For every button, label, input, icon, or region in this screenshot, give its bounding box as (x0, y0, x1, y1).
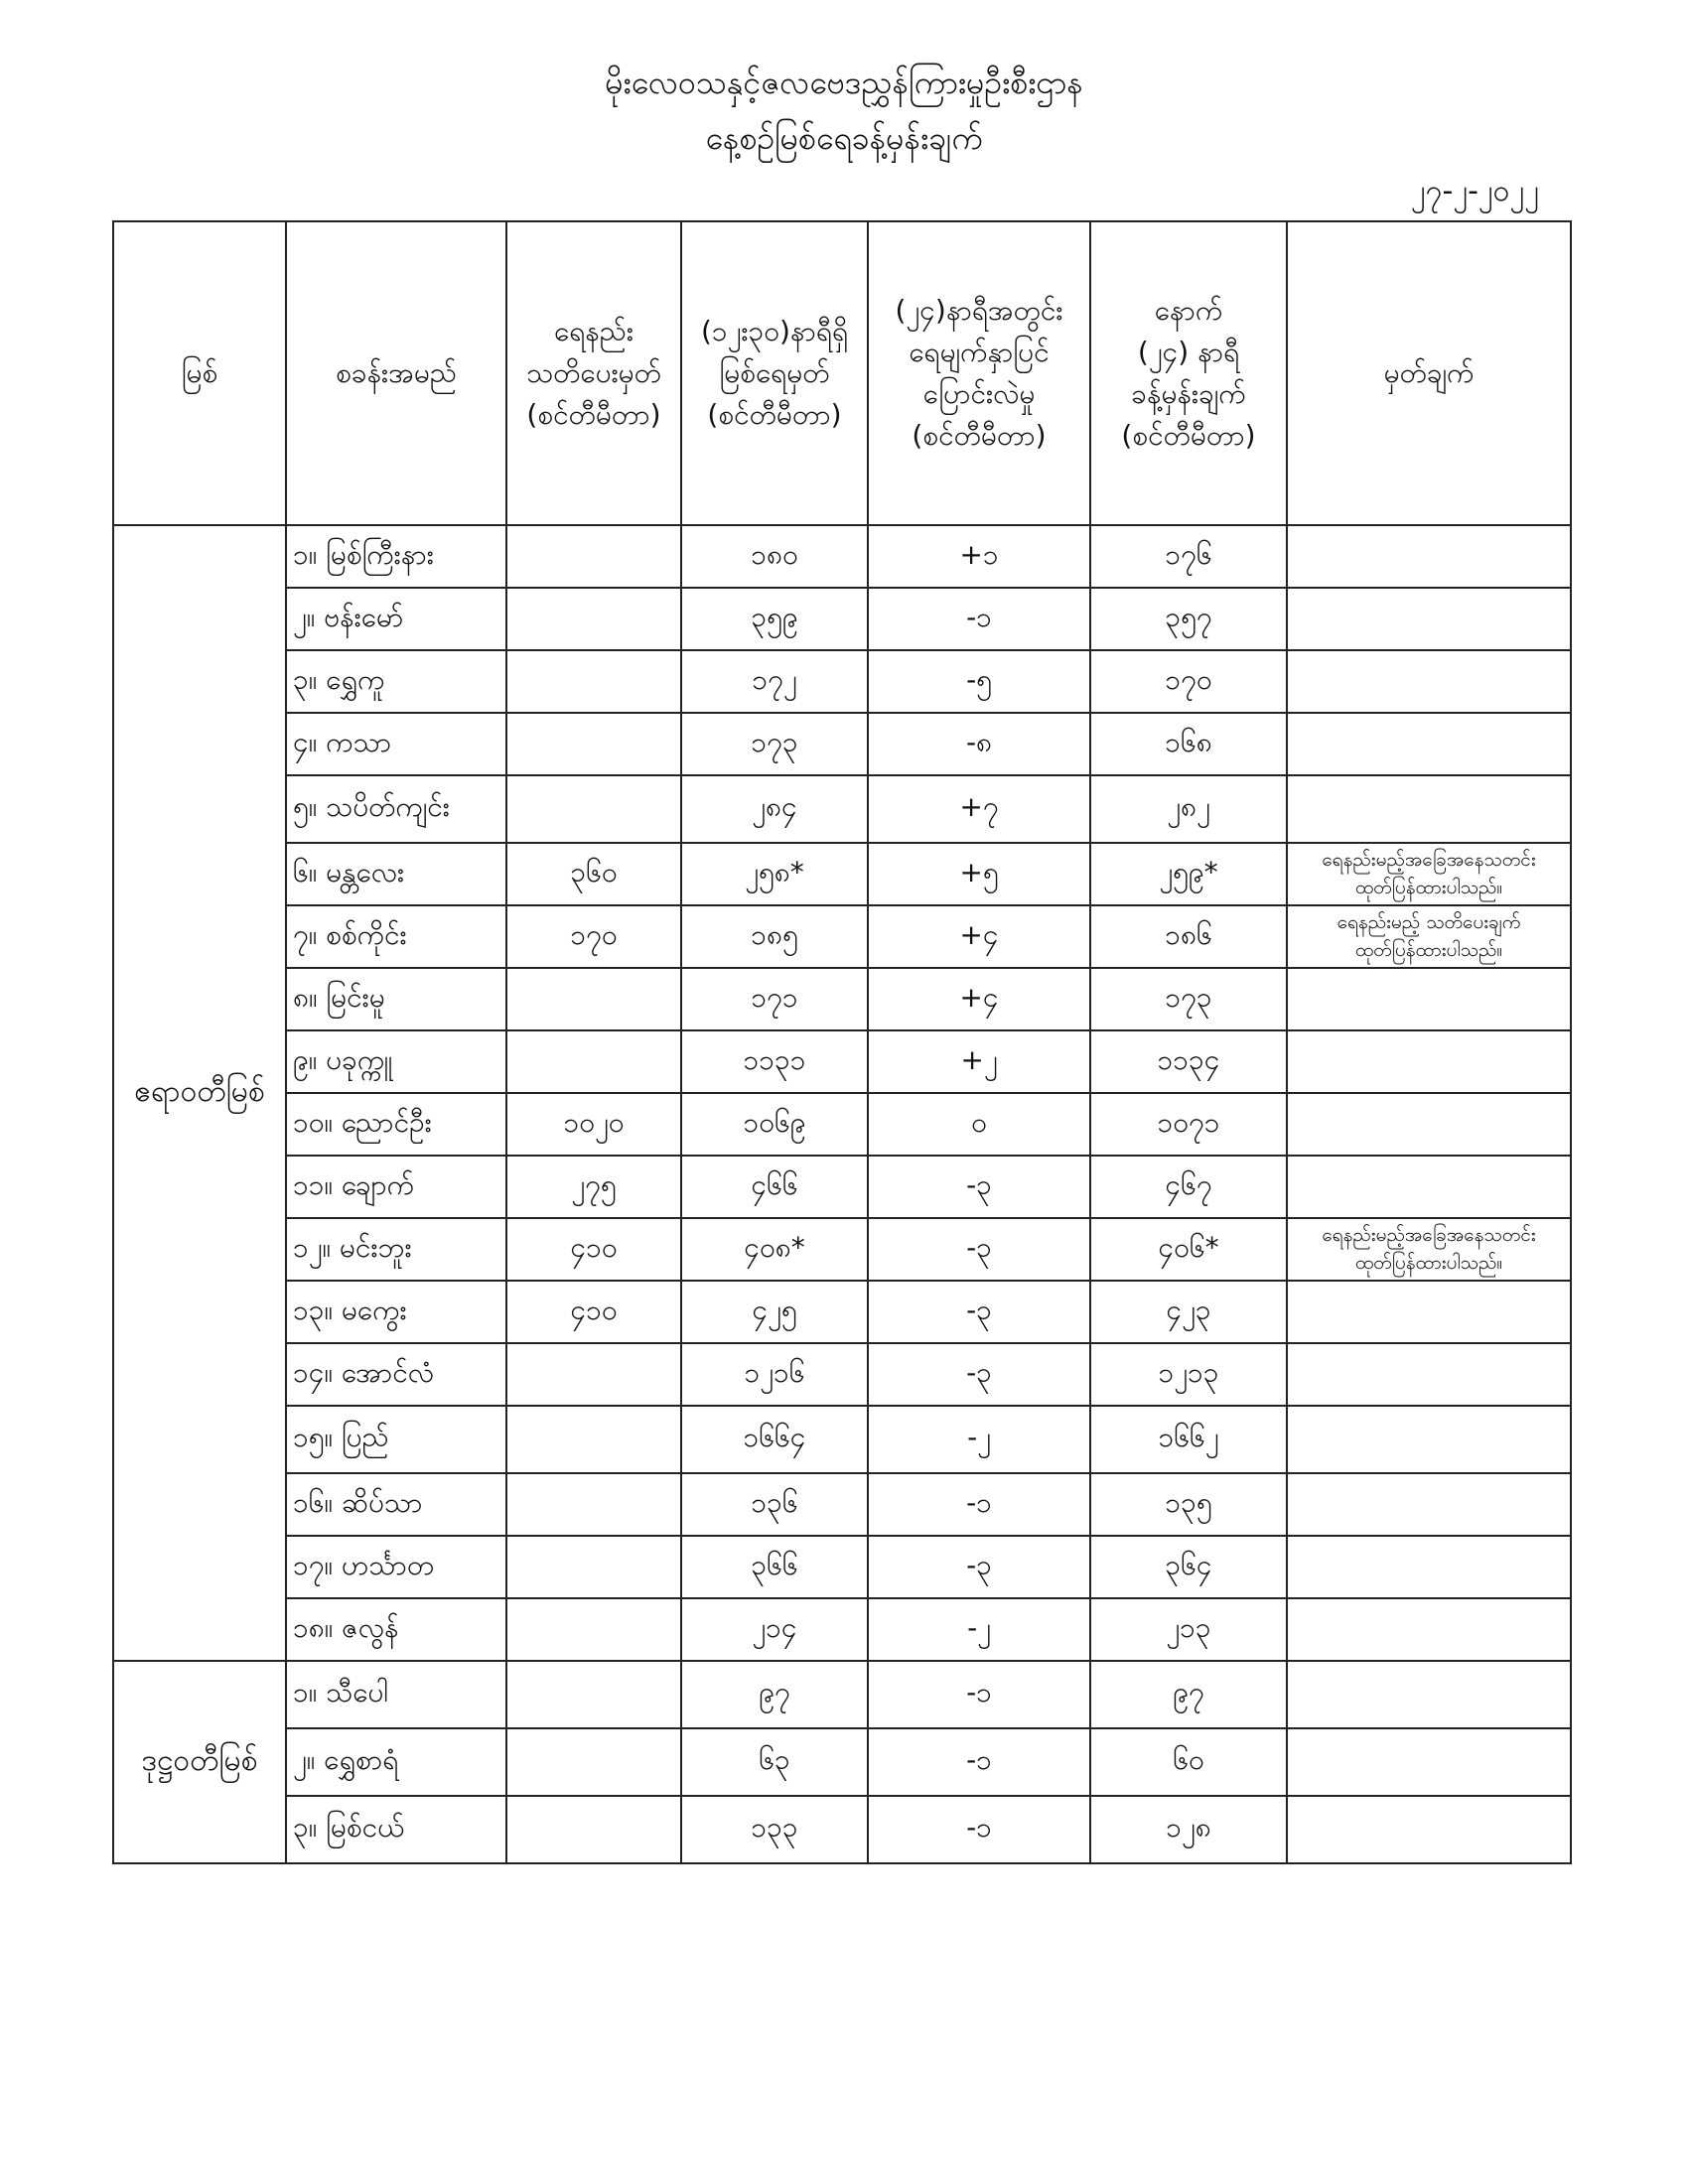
table-row (113, 905, 1571, 968)
water-level-cell: ၃၅၉ (681, 588, 868, 650)
station-name-cell: ၁၃။ မကွေး (286, 1281, 506, 1343)
station-name-cell: ၁၁။ ချောက် (286, 1156, 506, 1218)
water-level-cell: ၂၁၄ (681, 1598, 868, 1661)
forecast-cell: ၄၂၃ (1090, 1281, 1287, 1343)
change-cell: -၃ (868, 1536, 1090, 1598)
warning-level-cell (506, 525, 681, 588)
water-level-cell: ၁၁၃၁ (681, 1030, 868, 1093)
warning-level-cell (506, 1796, 681, 1863)
header-line: မြစ် (181, 356, 218, 389)
water-level-cell: ၁၇၃ (681, 713, 868, 775)
forecast-cell: ၁၂၁၃ (1090, 1343, 1287, 1406)
change-cell: -၁ (868, 1473, 1090, 1536)
header-forecast (1090, 221, 1287, 525)
remark-cell (1287, 1281, 1571, 1343)
water-level-cell: ၁၃၃ (681, 1796, 868, 1863)
warning-level-cell (506, 1661, 681, 1728)
forecast-cell: ၂၈၂ (1090, 775, 1287, 843)
page-title: မိုးလေဝသနှင့်ဇလဗေဒညွှန်ကြားမှုဦးစီးဌာန (605, 64, 1083, 101)
remark-cell (1287, 1536, 1571, 1598)
station-name-cell: ၁၄။ အောင်လံ (286, 1343, 506, 1406)
remark-cell (1287, 1598, 1571, 1661)
warning-level-cell (506, 1728, 681, 1796)
table-body (113, 525, 1571, 1863)
remark-cell (1287, 968, 1571, 1030)
remark-cell (1287, 1406, 1571, 1473)
warning-level-cell (506, 1030, 681, 1093)
header-24h-change (868, 221, 1090, 525)
station-name-cell: ၁။ မြစ်ကြီးနား (286, 525, 506, 588)
table-row (113, 1728, 1571, 1796)
station-name-cell: ၄။ ကသာ (286, 713, 506, 775)
warning-level-cell (506, 1473, 681, 1536)
table-row (113, 1598, 1571, 1661)
warning-level-cell (506, 1343, 681, 1406)
header-station (286, 221, 506, 525)
warning-level-cell: ၃၆၀ (506, 843, 681, 905)
change-cell: -၁ (868, 588, 1090, 650)
header-river (113, 221, 286, 525)
table-row (113, 1281, 1571, 1343)
water-level-cell: ၁၂၁၆ (681, 1343, 868, 1406)
page-subtitle: နေ့စဉ်မြစ်ရေခန့်မှန်းချက် (705, 119, 983, 157)
remark-cell (1287, 1218, 1571, 1281)
remark-cell (1287, 843, 1571, 905)
header-line: သတိပေးမှတ် (526, 356, 661, 389)
warning-level-cell (506, 1406, 681, 1473)
change-cell: -၃ (868, 1281, 1090, 1343)
station-name-cell: ၁၈။ ဇလွန် (286, 1598, 506, 1661)
change-cell: ၀ (868, 1093, 1090, 1156)
warning-level-cell (506, 650, 681, 713)
water-level-cell: ၁၈၀ (681, 525, 868, 588)
forecast-cell: ၂၁၃ (1090, 1598, 1287, 1661)
remark-cell (1287, 1661, 1571, 1728)
forecast-cell: ၁၆၆၂ (1090, 1406, 1287, 1473)
header-line: (၂၄)နာရီအတွင်း (895, 294, 1063, 327)
station-name-cell: ၁၅။ ပြည် (286, 1406, 506, 1473)
water-level-cell: ၁၃၆ (681, 1473, 868, 1536)
header-line: (၁၂း၃၀)နာရီရှိ (700, 315, 849, 347)
table-row (113, 1093, 1571, 1156)
header-line: မှတ်ချက် (1383, 356, 1475, 389)
water-level-cell: ၉၇ (681, 1661, 868, 1728)
forecast-cell: ၁၁၃၄ (1090, 1030, 1287, 1093)
table-row (113, 1343, 1571, 1406)
warning-level-cell (506, 1598, 681, 1661)
change-cell: -၈ (868, 713, 1090, 775)
header-warning-level (506, 221, 681, 525)
station-name-cell: ၆။ မန္တလေး (286, 843, 506, 905)
header-line: (၂၄) နာရီ (1137, 336, 1240, 368)
table-row (113, 1536, 1571, 1598)
remark-cell (1287, 525, 1571, 588)
remark-cell (1287, 1728, 1571, 1796)
forecast-cell: ၁၇၆ (1090, 525, 1287, 588)
water-level-cell: ၄၂၅ (681, 1281, 868, 1343)
change-cell: -၅ (868, 650, 1090, 713)
header-line: မြစ်ရေမှတ် (719, 356, 830, 389)
header-line: (စင်တီမီတာ) (912, 419, 1047, 452)
remark-cell (1287, 1030, 1571, 1093)
remark-line: ထုတ်ပြန်ထားပါသည်။ (1354, 938, 1503, 961)
station-name-cell: ၁၆။ ဆိပ်သာ (286, 1473, 506, 1536)
change-cell: -၁ (868, 1728, 1090, 1796)
warning-level-cell: ၂၇၅ (506, 1156, 681, 1218)
warning-level-cell (506, 968, 681, 1030)
table-row (113, 588, 1571, 650)
remark-cell (1287, 1796, 1571, 1863)
warning-level-cell: ၄၁၀ (506, 1218, 681, 1281)
forecast-cell: ၂၅၉* (1090, 843, 1287, 905)
change-cell: +၇ (868, 775, 1090, 843)
table-row (113, 1473, 1571, 1536)
forecast-cell: ၁၆၈ (1090, 713, 1287, 775)
water-level-cell: ၂၈၄ (681, 775, 868, 843)
table-header-row (113, 221, 1571, 525)
remark-cell (1287, 650, 1571, 713)
station-name-cell: ၂။ ရွှေစာရံ (286, 1728, 506, 1796)
warning-level-cell: ၄၁၀ (506, 1281, 681, 1343)
remark-cell (1287, 713, 1571, 775)
water-level-cell: ၁၇၁ (681, 968, 868, 1030)
water-level-cell: ၁၆၆၄ (681, 1406, 868, 1473)
change-cell: +၁ (868, 525, 1090, 588)
river-forecast-table (112, 220, 1572, 1864)
header-remarks (1287, 221, 1571, 525)
remark-line: ထုတ်ပြန်ထားပါသည်။ (1354, 876, 1503, 898)
table-row (113, 713, 1571, 775)
station-name-cell: ၁၂။ မင်းဘူး (286, 1218, 506, 1281)
header-line: စခန်းအမည် (336, 356, 457, 389)
station-name-cell: ၇။ စစ်ကိုင်း (286, 905, 506, 968)
warning-level-cell: ၁၇၀ (506, 905, 681, 968)
table-row (113, 650, 1571, 713)
change-cell: -၃ (868, 1343, 1090, 1406)
remark-cell (1287, 588, 1571, 650)
report-date: ၂၇-၂-၂၀၂၂ (1410, 174, 1539, 208)
change-cell: -၃ (868, 1156, 1090, 1218)
change-cell: -၂ (868, 1598, 1090, 1661)
remark-cell (1287, 1343, 1571, 1406)
table-row (113, 1661, 1571, 1728)
change-cell: -၁ (868, 1796, 1090, 1863)
station-name-cell: ၁၇။ ဟင်္သာတ (286, 1536, 506, 1598)
change-cell: -၂ (868, 1406, 1090, 1473)
forecast-cell: ၁၇၀ (1090, 650, 1287, 713)
table-row (113, 1156, 1571, 1218)
water-level-cell: ၂၅၈* (681, 843, 868, 905)
change-cell: -၁ (868, 1661, 1090, 1728)
remark-line: ရေနည်းမည့်အခြေအနေသတင်း (1322, 848, 1536, 871)
change-cell: -၃ (868, 1218, 1090, 1281)
remark-line: ထုတ်ပြန်ထားပါသည်။ (1354, 1251, 1503, 1274)
header-line: ပြောင်းလဲမှု (922, 377, 1036, 410)
station-name-cell: ၉။ ပခုက္ကူ (286, 1030, 506, 1093)
change-cell: +၅ (868, 843, 1090, 905)
river-name-cell: ဧရာဝတီမြစ် (113, 525, 286, 1661)
forecast-cell: ၃၆၄ (1090, 1536, 1287, 1598)
forecast-cell: ၁၇၃ (1090, 968, 1287, 1030)
station-name-cell: ၂။ ဗန်းမော် (286, 588, 506, 650)
station-name-cell: ၈။ မြင်းမူ (286, 968, 506, 1030)
warning-level-cell: ၁၀၂၀ (506, 1093, 681, 1156)
remark-cell (1287, 1473, 1571, 1536)
change-cell: +၄ (868, 905, 1090, 968)
warning-level-cell (506, 713, 681, 775)
header-line: (စင်တီမီတာ) (526, 398, 661, 431)
water-level-cell: ၁၀၆၉ (681, 1093, 868, 1156)
table-row (113, 775, 1571, 843)
station-name-cell: ၃။ ရွှေကူ (286, 650, 506, 713)
forecast-cell: ၄၀၆* (1090, 1218, 1287, 1281)
river-name-cell: ဒုဋ္ဌဝတီမြစ် (113, 1661, 286, 1863)
table-row (113, 525, 1571, 588)
warning-level-cell (506, 1536, 681, 1598)
warning-level-cell (506, 588, 681, 650)
water-level-cell: ၁၇၂ (681, 650, 868, 713)
forecast-cell: ၆၀ (1090, 1728, 1287, 1796)
remark-cell (1287, 775, 1571, 843)
header-line: (စင်တီမီတာ) (1121, 419, 1256, 452)
forecast-cell: ၃၅၇ (1090, 588, 1287, 650)
header-water-level (681, 221, 868, 525)
warning-level-cell (506, 775, 681, 843)
change-cell: +၂ (868, 1030, 1090, 1093)
water-level-cell: ၃၆၆ (681, 1536, 868, 1598)
table-row (113, 843, 1571, 905)
table-row (113, 1030, 1571, 1093)
forecast-cell: ၉၇ (1090, 1661, 1287, 1728)
water-level-cell: ၄၀၈* (681, 1218, 868, 1281)
table-row (113, 1218, 1571, 1281)
water-level-cell: ၁၈၅ (681, 905, 868, 968)
remark-line: ရေနည်းမည့် သတိပေးချက် (1336, 910, 1521, 933)
remark-cell (1287, 905, 1571, 968)
table-row (113, 1796, 1571, 1863)
forecast-cell: ၄၆၇ (1090, 1156, 1287, 1218)
forecast-cell: ၁၂၈ (1090, 1796, 1287, 1863)
forecast-cell: ၁၀၇၁ (1090, 1093, 1287, 1156)
header-line: ရေနည်း (554, 315, 633, 347)
header-line: ရေမျက်နှာပြင် (909, 336, 1050, 368)
water-level-cell: ၄၆၆ (681, 1156, 868, 1218)
change-cell: +၄ (868, 968, 1090, 1030)
station-name-cell: ၁၀။ ညောင်ဦး (286, 1093, 506, 1156)
table-row (113, 968, 1571, 1030)
station-name-cell: ၅။ သပိတ်ကျင်း (286, 775, 506, 843)
forecast-cell: ၁၃၅ (1090, 1473, 1287, 1536)
header-line: (စင်တီမီတာ) (707, 398, 842, 431)
forecast-cell: ၁၈၆ (1090, 905, 1287, 968)
table-row (113, 1406, 1571, 1473)
water-level-cell: ၆၃ (681, 1728, 868, 1796)
station-name-cell: ၃။ မြစ်ငယ် (286, 1796, 506, 1863)
remark-line: ရေနည်းမည့်အခြေအနေသတင်း (1322, 1223, 1536, 1246)
header-line: နောက် (1154, 294, 1223, 327)
header-line: ခန့်မှန်းချက် (1131, 377, 1246, 410)
station-name-cell: ၁။ သီပေါ (286, 1661, 506, 1728)
remark-cell (1287, 1093, 1571, 1156)
remark-cell (1287, 1156, 1571, 1218)
